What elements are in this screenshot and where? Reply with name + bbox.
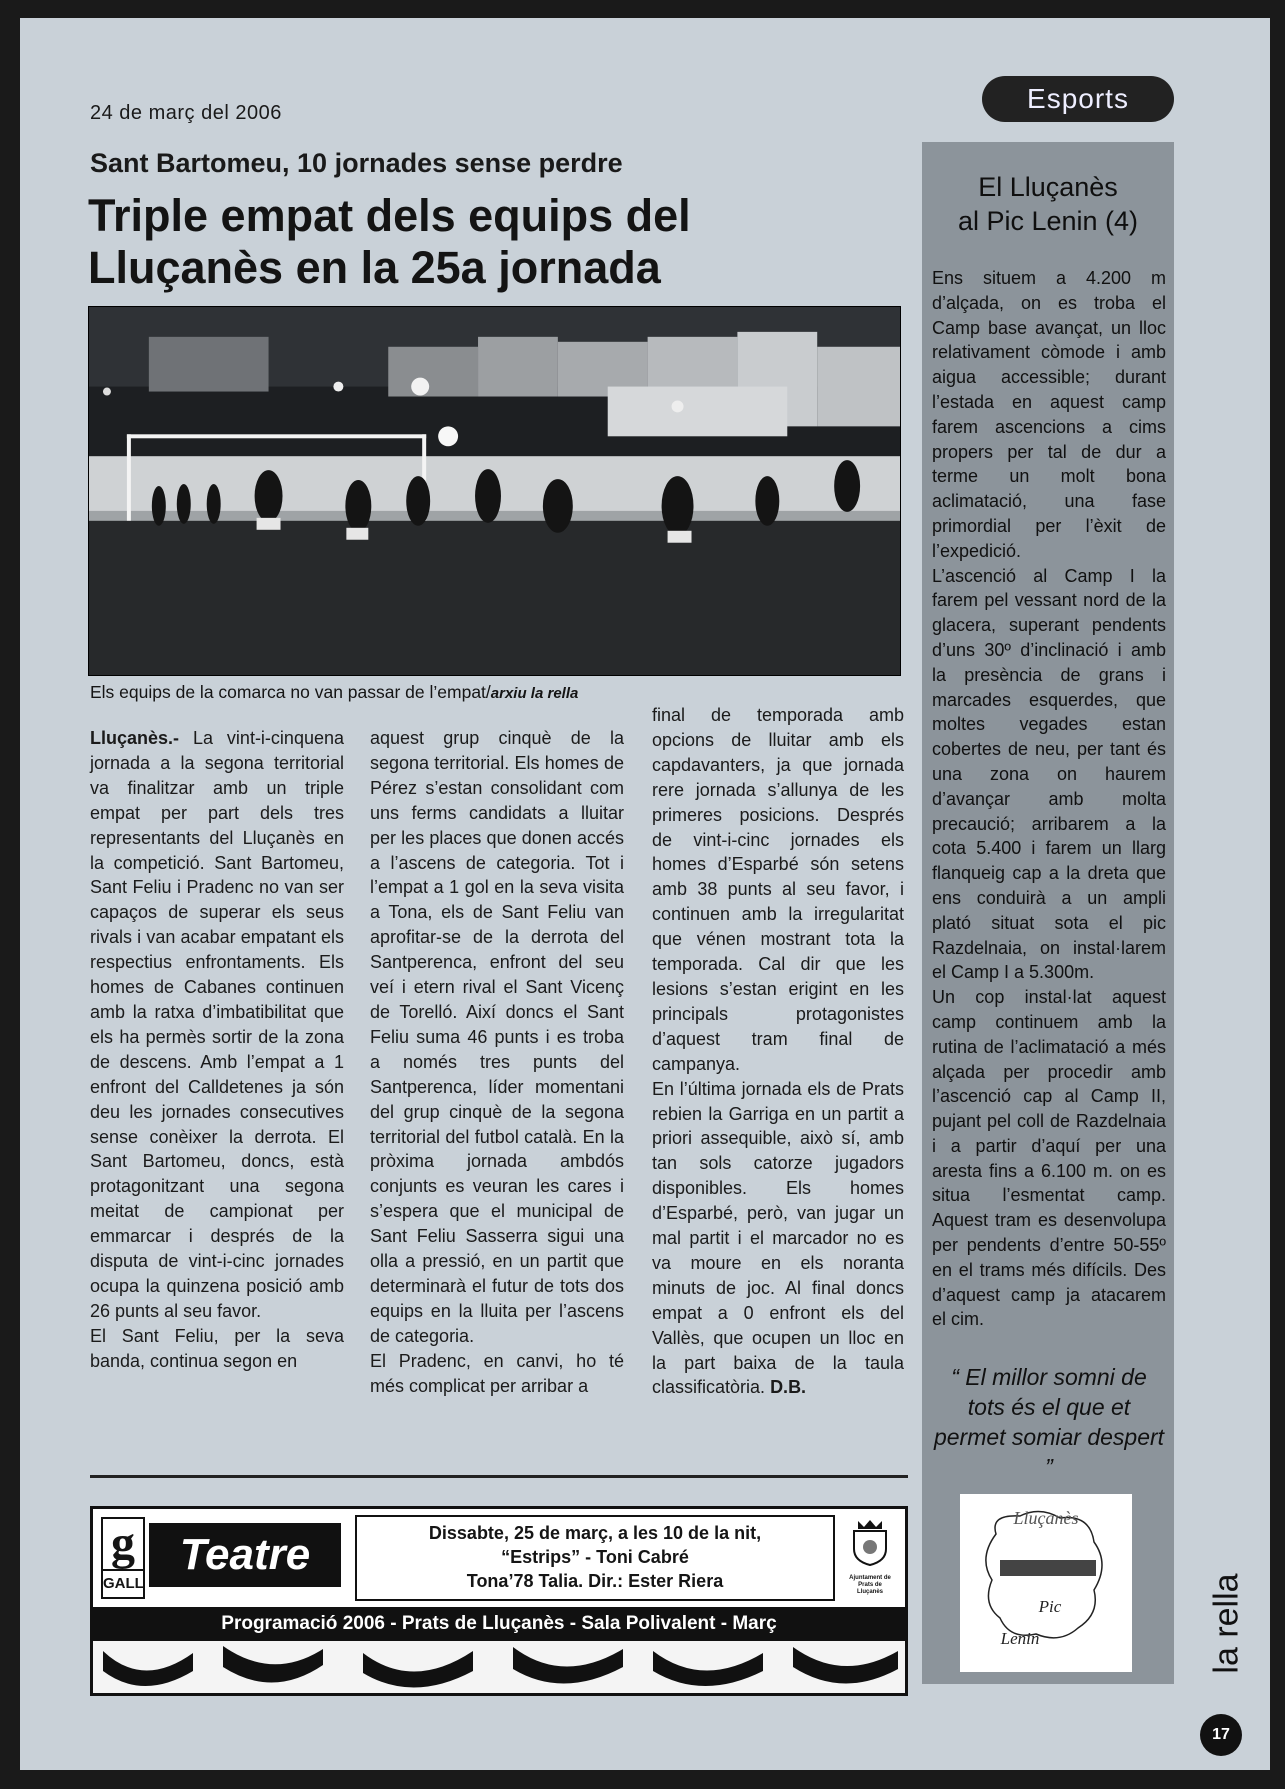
caption-text: Els equips de la comarca no van passar de l’empat/	[90, 682, 491, 702]
photo-credit: arxiu la rella	[490, 685, 579, 702]
sidebar-title-line: El Lluçanès	[978, 172, 1118, 202]
author-signature: D.B.	[770, 1377, 807, 1398]
sidebar-body	[932, 266, 1166, 1332]
crest-label: Ajuntament de Prats de Lluçanès	[849, 1575, 891, 1595]
article-paragraph: aquest grup cinquè de la segona territorial. Els homes de Pérez s’estan consolidant com uns ferms candidats a lluitar per les places que donen accés a l’ascens de categoria. Tot i l’empat a 1 gol en la seva visita a Tona, els de Sant Feliu van aprofitar-se de la derrota del Santperenca, enfront del seu veí i etern rival el Sant Vicenç de Torelló. Així doncs el Sant Feliu suma 46 punts i es troba a només tres punts del Santperenca, líder momentani del grup cinquè de la segona territorial del futbol català. En la pròxima jornada ambdós conjunts es veuran les cares i s’espera que el municipal de Sant Feliu Sasserra sigui una olla a pressió, en un partit que determinarà el futur de tots dos equips en la lluita per l’ascens de categoria.	[370, 728, 624, 1346]
magazine-brand	[1200, 1558, 1260, 1698]
ad-faces-strip	[93, 1641, 905, 1693]
article-column-2	[370, 726, 624, 1398]
gall-logo-letter: g	[111, 1517, 135, 1570]
ad-event-date: Dissabte, 25 de març, a les 10 de la nit,	[428, 1523, 762, 1543]
article-kicker: Sant Bartomeu, 10 jornades sense perdre	[90, 148, 623, 178]
sidebar-paragraph: Un cop instal·lat aquest camp continuem amb la rutina de l’aclimatació a més alçada per procedir amb l’ascenció cap al Camp II, pujant pel coll de Razdelnaia i a partir d’aquí per una aresta fins a 6.100 m. on es situa l’esmentat camp. Aquest tram es desenvolupa per pendents d’entre 50-55º en el trams més difícils. Des d’aquest camp ja atacarem el cim.	[932, 987, 1166, 1330]
divider-rule	[90, 1475, 908, 1478]
map-label-bottom: Lenin	[1000, 1629, 1040, 1648]
ad-program-bar: Programació 2006 - Prats de Lluçanès - Sala Polivalent - Març	[93, 1607, 905, 1641]
article-column-1	[90, 726, 344, 1374]
pic-lenin-map	[960, 1494, 1132, 1672]
gall-logo	[101, 1517, 145, 1599]
ad-title: Teatre	[149, 1523, 341, 1587]
article-paragraph: En l’última jornada els de Prats rebien la Garriga en un partit a priori assequible, això sí, amb tan sols catorze jugadors disponibles. Els homes d’Esparbé, però, van jugar un mal partit i el marcador no es va moure en els noranta minuts de joc. Al final doncs empat a 0 enfront els del Vallès, que ocupen un lloc en la part baixa de la taula classificatòria.	[652, 1078, 904, 1398]
newspaper-page	[20, 18, 1270, 1770]
article-paragraph: El Sant Feliu, per la seva banda, continua segon en	[90, 1325, 344, 1371]
brand-text: la rella	[1207, 1573, 1246, 1674]
dateline: Lluçanès.-	[90, 728, 180, 748]
ad-event-company: Tona’78 Talia. Dir.: Ester Riera	[466, 1571, 724, 1591]
issue-date: 24 de març del 2006	[90, 102, 282, 124]
sidebar-column	[922, 142, 1174, 1684]
photo-caption	[90, 682, 890, 703]
match-photo	[88, 306, 901, 676]
section-label: Esports	[982, 76, 1174, 122]
ad-event-info	[355, 1515, 835, 1601]
article-headline: Triple empat dels equips del Lluçanès en la 25a jornada	[88, 190, 691, 293]
sidebar-title-line: al Pic Lenin (4)	[957, 206, 1139, 236]
page-number: 17	[1200, 1714, 1242, 1756]
sidebar-paragraph: L’ascenció al Camp I la farem pel vessant nord de la glacera, superant pendents d’uns 30º d’inclinació i amb la presència de grans i marcades esquerdes, que moltes vegades estan cobertes de neu, per tant és una zona on haurem d’avançar amb molta precaució; arribarem a la cota 5.400 i farem un llarg flanqueig cap a la dreta que ens conduirà a un ampli plató situat sota el pic Razdelnaia, on instal·larem el Camp I a 5.300m.	[932, 565, 1166, 983]
map-label-mid: Pic	[1038, 1597, 1062, 1616]
article-column-3	[652, 703, 904, 1400]
theatre-advertisement	[90, 1506, 908, 1696]
article-paragraph: El Pradenc, en canvi, ho té més complicat per arribar a	[370, 1350, 624, 1396]
town-crest	[845, 1517, 895, 1599]
sidebar-paragraph: Ens situem a 4.200 m d’alçada, on es troba el Camp base avançat, un lloc relativament còmode i amb aigua accessible; durant l’estada en aquest camp farem ascencions a cims propers per tal de dur a terme un molt bona aclimatació, una fase primordial per l’èxit de l’expedició.	[932, 268, 1166, 561]
map-label-top: Lluçanès	[1013, 1508, 1079, 1528]
crest-icon	[850, 1517, 890, 1567]
article-lead-paragraph: La vint-i-cinquena jornada a la segona territorial va finalitzar amb un triple empat per part dels tres representants del Lluçanès en la competició. Sant Bartomeu, Sant Feliu i Pradenc no van ser capaços de superar els seus rivals i van acabar empatant els respectius enfrontaments. Els homes de Cabanes continuen amb la ratxa d’imbatibilitat que els ha permès sortir de la zona de descens. Amb l’empat a 1 enfront del Calldetenes ja són deu les jornades consecutives sense conèixer la derrota. El Sant Bartomeu, doncs, està protagonitzant una segona meitat de campionat per emmarcar i després de la disputa de vint-i-cinc jornades ocupa la quinzena posició amb 26 punts al seu favor.	[90, 728, 344, 1321]
ad-event-play: “Estrips” - Toni Cabré	[501, 1547, 689, 1567]
sidebar-quote: “ El millor somni de tots és el que et permet somiar despert ”	[933, 1364, 1165, 1480]
gall-logo-name: GALL	[103, 1569, 143, 1597]
sidebar-title	[922, 170, 1174, 238]
article-paragraph: final de temporada amb opcions de lluitar amb els capdavanters, ja que jornada rere jornada s’allunya de les primeres posicions. Després de vint-i-cinc jornades els homes d’Esparbé són setens amb 38 punts al seu favor, i continuen amb la irregularitat que vénen mostrant tota la temporada. Cal dir que les lesions s’estan erigint en les principals protagonistes d’aquest tram final de campanya.	[652, 705, 904, 1074]
